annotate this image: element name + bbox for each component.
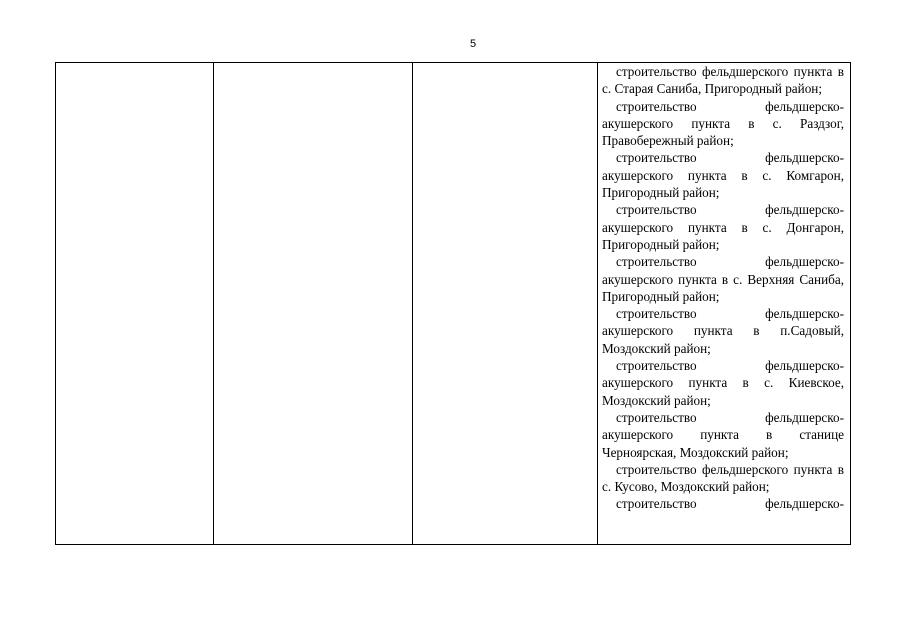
construction-item: строительство фельдшерско-акушерского пункта в с. Раздзог, Правобережный район; [602,98,844,149]
table-cell-col4 [598,63,851,545]
construction-item: строительство фельдшерского пункта в с. Старая Саниба, Пригородный район; [602,64,844,97]
table-cell-col3 [413,63,598,545]
table-row [56,63,851,545]
table-cell-col1 [56,63,214,545]
construction-item: строительство фельдшерско-акушерского пункта в с. Верхняя Саниба, Пригородный район; [602,254,844,304]
construction-item: строительство фельдшерского пункта в с. Кусово, Моздокский район; [602,461,844,495]
construction-item: строительство фельдшерско-акушерского пункта в с. Комгарон, Пригородный район; [602,150,844,201]
construction-item: строительство фельдшерско-акушерского пункта в п.Садовый, Моздокский район; [602,306,844,356]
construction-list [598,63,850,513]
construction-item: строительство фельдшерско-акушерского пункта в с. Донгарон, Пригородный район; [602,202,844,252]
table-cell-col2 [214,63,413,545]
construction-item: строительство фельдшерско-акушерского пункта в станице Черноярская, Моздокский район; [602,409,844,460]
construction-item: строительство фельдшерско-акушерского пункта в с. Киевское, Моздокский район; [602,358,844,408]
construction-item: строительство фельдшерско- [616,496,844,512]
document-table [55,62,851,545]
page-number: 5 [469,38,477,50]
